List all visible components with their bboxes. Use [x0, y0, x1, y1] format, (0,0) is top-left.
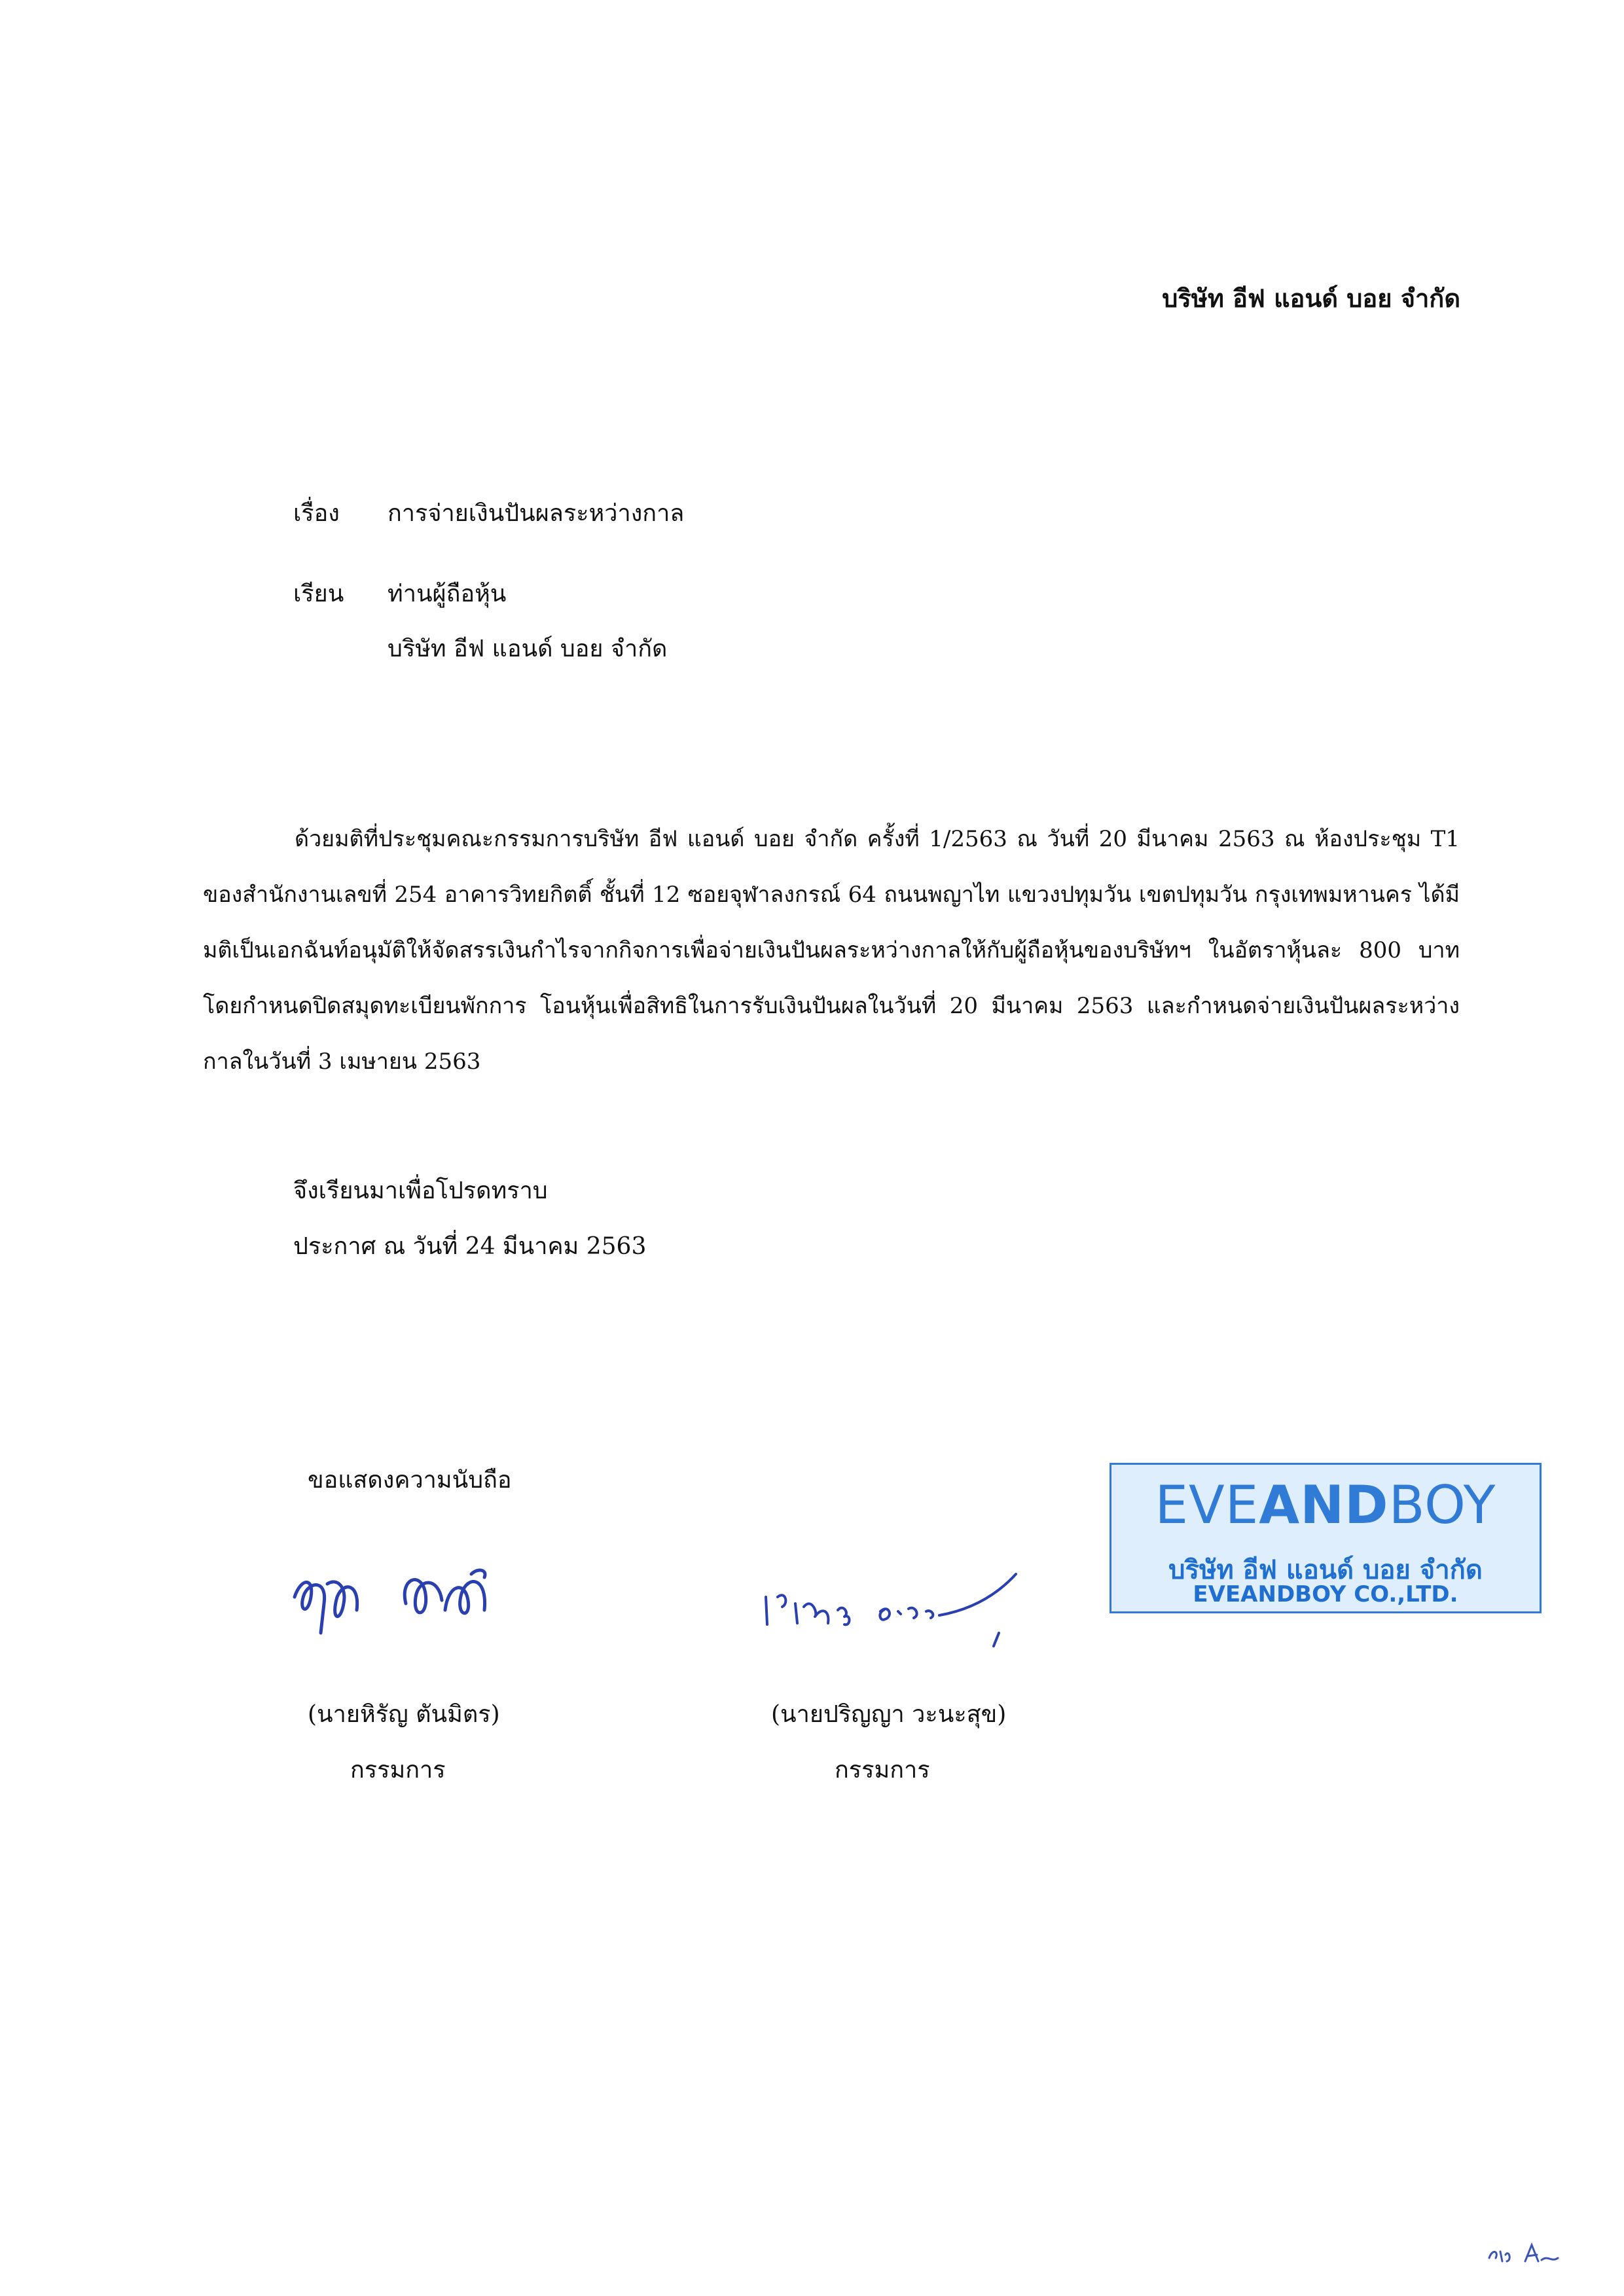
- initials-mark: [1486, 2235, 1564, 2268]
- signature-1: [281, 1558, 504, 1643]
- stamp-brand-logo: EVEANDBOY: [1155, 1475, 1496, 1535]
- regards-text: ขอแสดงความนับถือ: [308, 1467, 512, 1494]
- recipient-line-1: ท่านผู้ถือหุ้น: [388, 581, 507, 607]
- signatory-2-title: กรรมการ: [835, 1757, 930, 1784]
- closing-line-1: จึงเรียนมาเพื่อโปรดทราบ: [293, 1177, 548, 1204]
- signatory-1-name: (นายหิรัญ ตันมิตร): [308, 1701, 500, 1728]
- announcement-date: ประกาศ ณ วันที่ 24 มีนาคม 2563: [293, 1233, 647, 1260]
- subject-text: การจ่ายเงินปันผลระหว่างกาล: [388, 500, 685, 527]
- announcement-paragraph: ด้วยมติที่ประชุมคณะกรรมการบริษัท อีฟ แอนด์ บอย จำกัด ครั้งที่ 1/2563 ณ วันที่ 20 มีนาคม 2563 ณ ห้องประชุม T1 ของสำนักงานเลขที่ 254 อาคารวิทยกิตติ์ ชั้นที่ 12 ซอยจุฬาลงกรณ์ 64 ถนนพญาไท แขวงปทุมวัน เขตปทุมวัน กรุงเทพมหานคร ได้มีมติเป็นเอกฉันท์อนุมัติให้จัดสรรเงินกำไรจากกิจการเพื่อจ่ายเงินปันผลระหว่างกาลให้กับผู้ถือหุ้นของบริษัทฯ ในอัตราหุ้นละ 800 บาท โดยกำหนดปิดสมุดทะเบียนพักการ โอนหุ้นเพื่อสิทธิในการรับเงินปันผลในวันที่ 20 มีนาคม 2563 และกำหนดจ่ายเงินปันผลระหว่างกาลในวันที่ 3 เมษายน 2563: [203, 826, 1460, 1075]
- signatory-2-name: (นายปริญญา วะนะสุข): [771, 1701, 1007, 1728]
- signatory-1-title: กรรมการ: [350, 1757, 446, 1784]
- company-stamp: [1110, 1463, 1542, 1613]
- stamp-thai-name: บริษัท อีฟ แอนด์ บอย จำกัด: [1168, 1555, 1483, 1585]
- recipient-label: เรียน: [293, 581, 344, 607]
- subject-label: เรื่อง: [293, 500, 340, 527]
- stamp-english-name: EVEANDBOY CO.,LTD.: [1193, 1581, 1458, 1607]
- recipient-line-2: บริษัท อีฟ แอนด์ บอย จำกัด: [388, 636, 668, 662]
- company-header: บริษัท อีฟ แอนด์ บอย จำกัด: [1162, 283, 1460, 313]
- signature-2: [759, 1551, 1034, 1662]
